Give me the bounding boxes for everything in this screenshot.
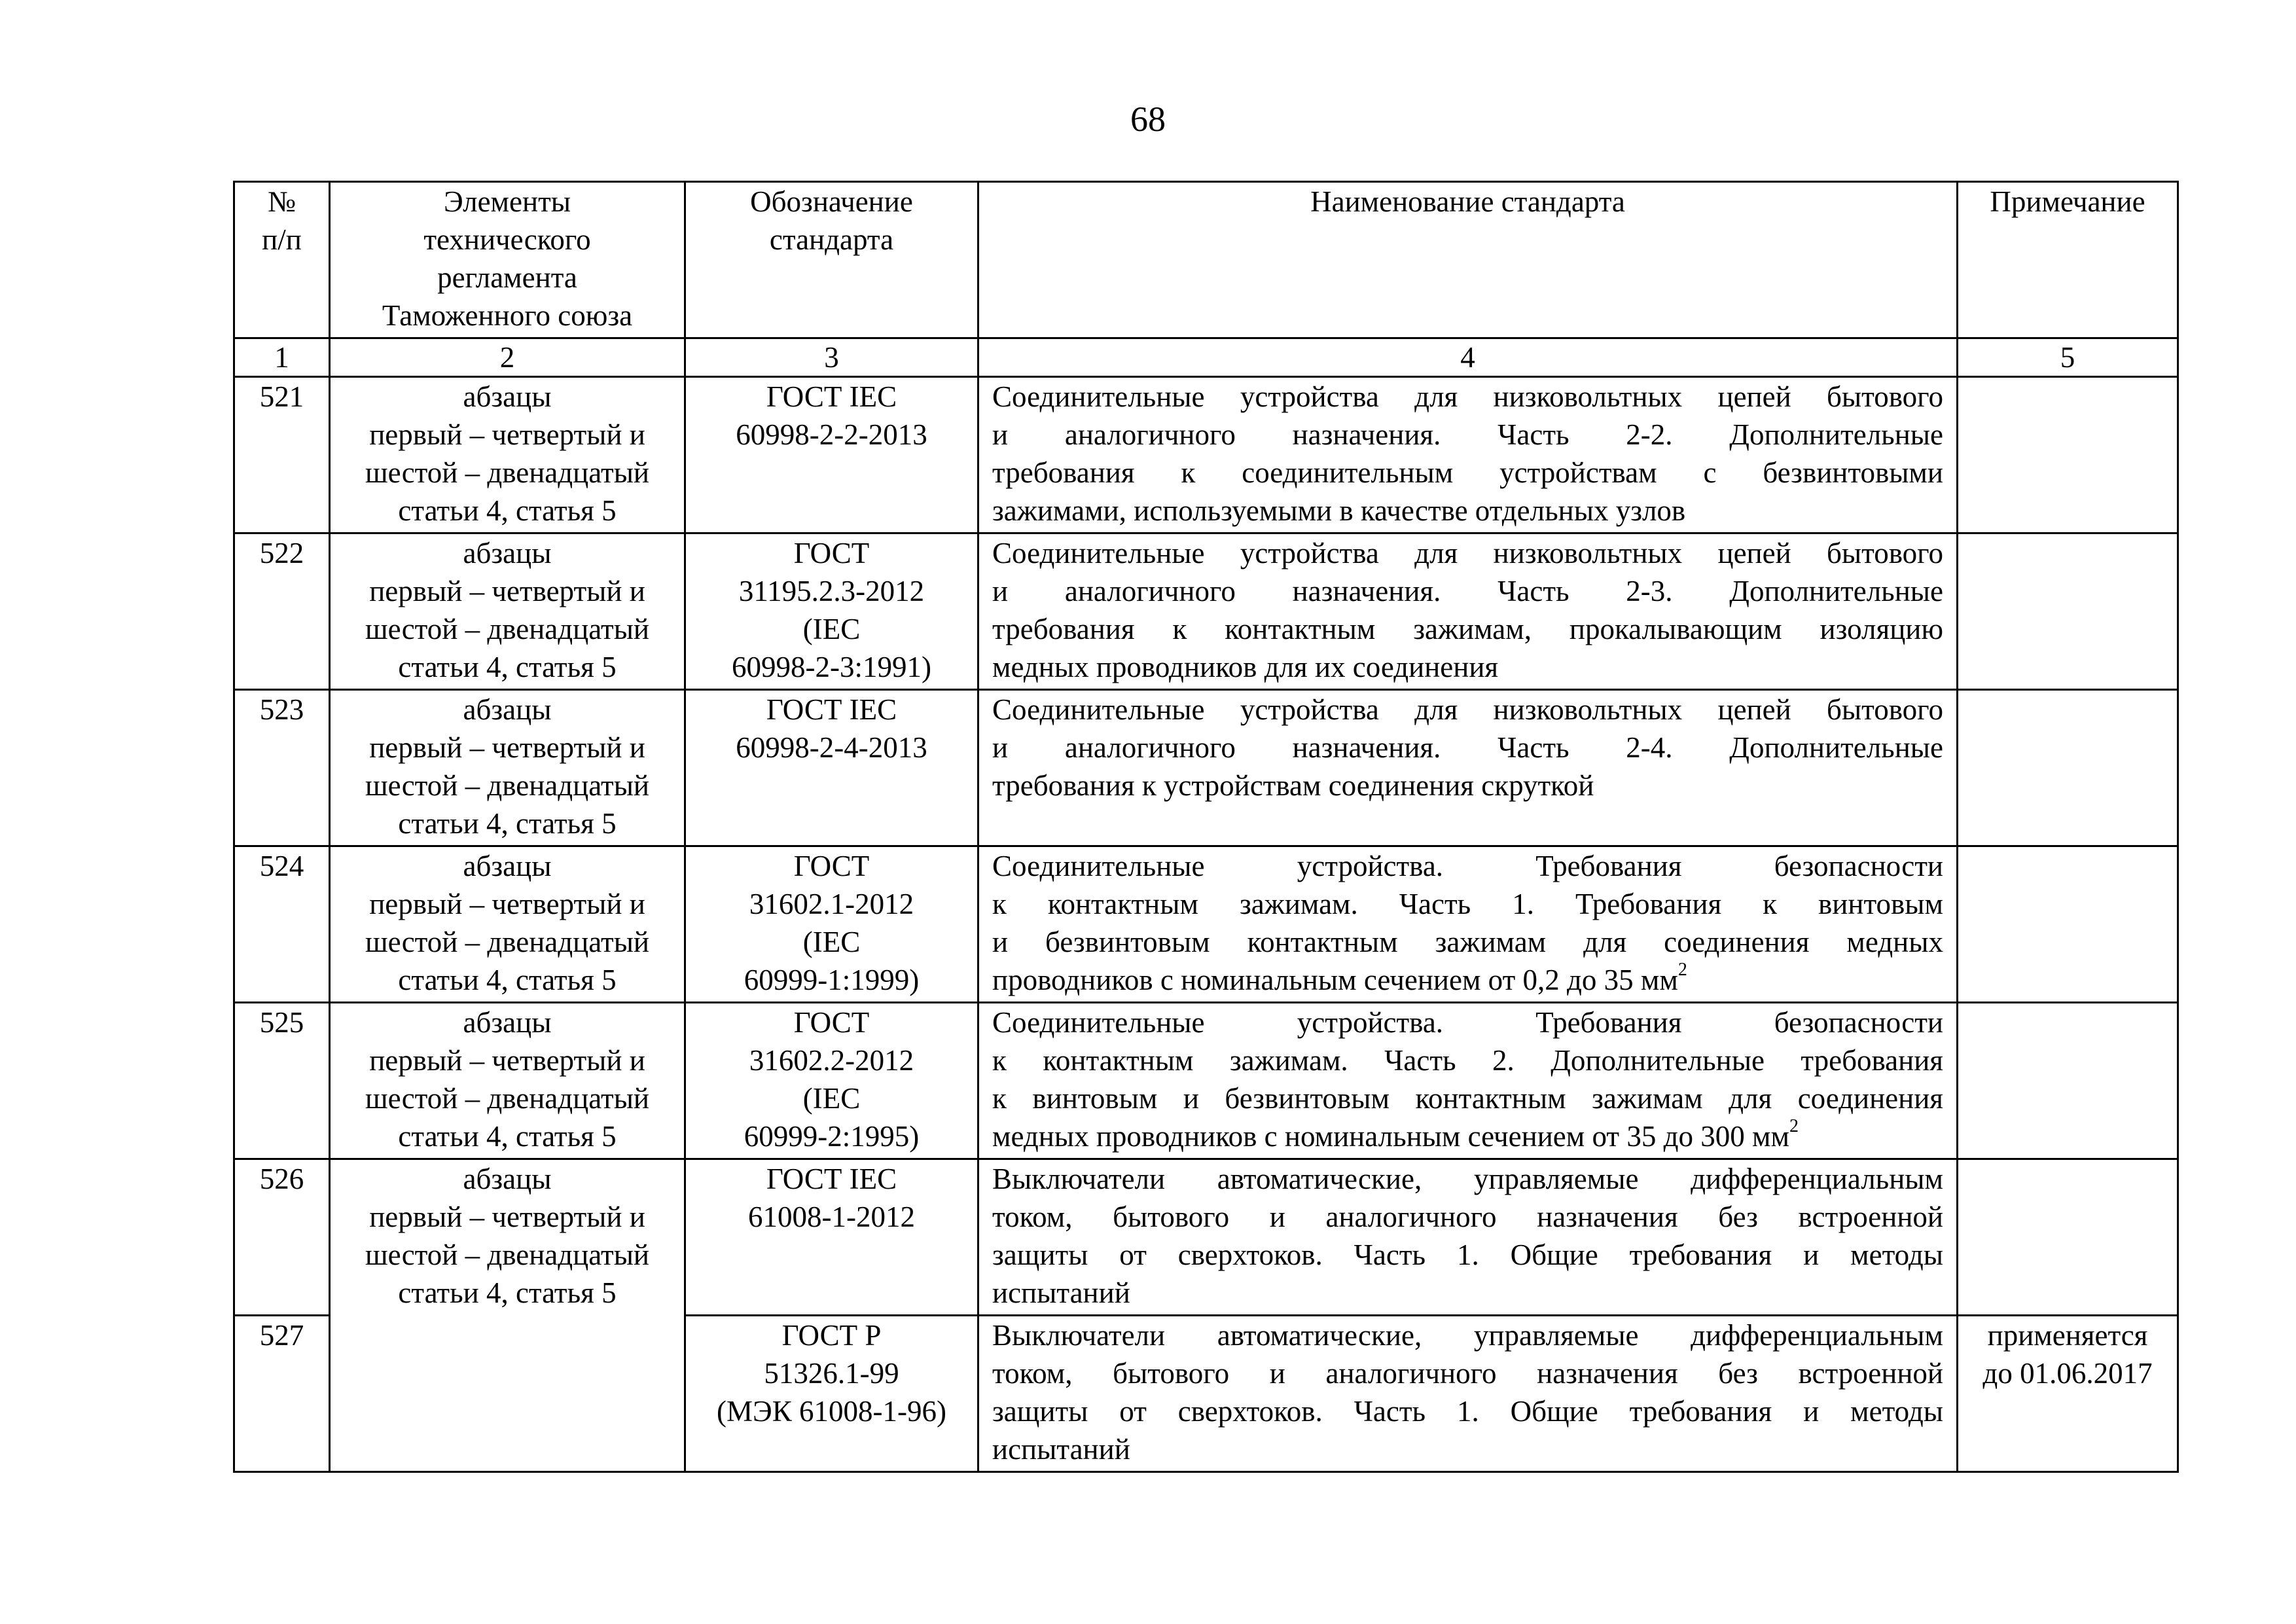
table-row [234, 690, 2178, 846]
standard-name-line [992, 961, 1943, 999]
standard-name-text: и безвинтовым контактным зажимам для соединения медных [992, 926, 1943, 958]
elements-line: статьи 4, статья 5 [398, 964, 617, 996]
standard-name-line [992, 492, 1943, 530]
standard-name-line [992, 534, 1943, 572]
standard-name-line [992, 610, 1943, 648]
elements-line: первый – четвертый и [369, 575, 645, 607]
row-standard-name [978, 690, 1958, 846]
elements-line: статьи 4, статья 5 [398, 494, 617, 527]
elements-line: шестой – двенадцатый [365, 456, 650, 489]
row-elements [330, 690, 685, 846]
elements-line: шестой – двенадцатый [365, 613, 650, 645]
standard-name-line [992, 1198, 1943, 1236]
elements-line: шестой – двенадцатый [365, 769, 650, 802]
page-number: 68 [1130, 99, 1166, 139]
elements-line: статьи 4, статья 5 [398, 651, 617, 683]
elements-line: первый – четвертый и [369, 731, 645, 764]
row-designation [685, 1003, 978, 1159]
standard-name-text: защиты от сверхтоков. Часть 1. Общие требования и методы [992, 1238, 1943, 1271]
row-elements [330, 1159, 685, 1472]
header-designation: Обозначение стандарта [685, 182, 978, 338]
designation-line: 60998-2-4-2013 [736, 731, 927, 764]
row-number: 526 [234, 1159, 330, 1316]
header-row [234, 182, 2178, 338]
standard-name-text: и аналогичного назначения. Часть 2-2. Дополнительные [992, 418, 1943, 451]
elements-line: шестой – двенадцатый [365, 1082, 650, 1115]
designation-line: ГОСТ Р [781, 1319, 882, 1352]
standard-name-text: проводников с номинальным сечением от 0,2 до 35 мм [992, 964, 1678, 996]
row-designation [685, 846, 978, 1003]
column-number: 3 [685, 338, 978, 377]
standard-name-text: к контактным зажимам. Часть 1. Требования к винтовым [992, 888, 1943, 920]
standard-name-line [992, 1392, 1943, 1430]
row-number: 524 [234, 846, 330, 1003]
standard-name-text: к винтовым и безвинтовым контактным зажимам для соединения [992, 1082, 1943, 1115]
designation-line: ГОСТ [793, 1006, 870, 1039]
standard-name-text: Соединительные устройства. Требования безопасности [992, 850, 1943, 882]
standard-name-text: требования к контактным зажимам, прокалывающим изоляцию [992, 613, 1943, 645]
row-note [1958, 377, 2178, 533]
standard-name-text: требования к соединительным устройствам с безвинтовыми [992, 456, 1943, 489]
designation-line: 31602.2-2012 [749, 1044, 914, 1077]
standard-name-text: испытаний [992, 1433, 1130, 1466]
elements-line: первый – четвертый и [369, 888, 645, 920]
standard-name-line [992, 572, 1943, 610]
designation-line: 31602.1-2012 [749, 888, 914, 920]
standard-name-line [992, 454, 1943, 492]
row-standard-name [978, 846, 1958, 1003]
row-designation [685, 1159, 978, 1316]
row-number: 522 [234, 533, 330, 690]
standard-name-line [992, 416, 1943, 454]
row-note [1958, 533, 2178, 690]
row-note [1958, 1003, 2178, 1159]
designation-line: ГОСТ [793, 537, 870, 569]
column-number: 2 [330, 338, 685, 377]
column-number: 1 [234, 338, 330, 377]
row-standard-name [978, 1003, 1958, 1159]
header-note: Примечание [1958, 182, 2178, 338]
designation-line: (МЭК 61008-1-96) [717, 1395, 946, 1428]
elements-line: абзацы [463, 850, 552, 882]
designation-line: (IEC [802, 926, 861, 958]
row-note [1958, 846, 2178, 1003]
standard-name-line [992, 1430, 1943, 1468]
designation-line: (IEC [802, 613, 861, 645]
standard-name-text: Выключатели автоматические, управляемые дифференциальным [992, 1163, 1943, 1195]
elements-line: шестой – двенадцатый [365, 926, 650, 958]
elements-line: первый – четвертый и [369, 418, 645, 451]
row-elements [330, 533, 685, 690]
elements-line: шестой – двенадцатый [365, 1238, 650, 1271]
standard-name-text: и аналогичного назначения. Часть 2-4. Дополнительные [992, 731, 1943, 764]
standard-name-text: зажимами, используемыми в качестве отдельных узлов [992, 494, 1686, 527]
elements-line: первый – четвертый и [369, 1044, 645, 1077]
elements-line: статьи 4, статья 5 [398, 1120, 617, 1153]
designation-line: 61008-1-2012 [748, 1200, 915, 1233]
note-line: до 01.06.2017 [1982, 1357, 2153, 1390]
standard-name-text: Выключатели автоматические, управляемые дифференциальным [992, 1319, 1943, 1352]
designation-line: 60998-2-3:1991) [732, 651, 931, 683]
superscript: 2 [1789, 1116, 1799, 1136]
standard-name-line [992, 691, 1943, 729]
standard-name-line [992, 1236, 1943, 1274]
row-standard-name [978, 533, 1958, 690]
column-number: 4 [978, 338, 1958, 377]
row-number: 525 [234, 1003, 330, 1159]
standard-name-text: током, бытового и аналогичного назначения без встроенной [992, 1200, 1943, 1233]
standard-name-line [992, 1316, 1943, 1354]
designation-line: 60998-2-2-2013 [736, 418, 927, 451]
elements-line: первый – четвертый и [369, 1200, 645, 1233]
row-elements [330, 1003, 685, 1159]
table-row [234, 533, 2178, 690]
standard-name-line [992, 1160, 1943, 1198]
row-elements [330, 846, 685, 1003]
note-line: применяется [1987, 1319, 2148, 1352]
row-standard-name [978, 377, 1958, 533]
designation-line: 60999-2:1995) [744, 1120, 920, 1153]
row-number: 527 [234, 1316, 330, 1472]
table-row [234, 846, 2178, 1003]
header-elements: Элементы технического регламента Таможенного союза [330, 182, 685, 338]
elements-line: абзацы [463, 380, 552, 413]
standard-name-line [992, 378, 1943, 416]
standard-name-text: к контактным зажимам. Часть 2. Дополнительные требования [992, 1044, 1943, 1077]
standard-name-line [992, 1003, 1943, 1041]
elements-line: статьи 4, статья 5 [398, 807, 617, 840]
standard-name-line [992, 1274, 1943, 1312]
row-standard-name [978, 1159, 1958, 1316]
designation-line: 51326.1-99 [764, 1357, 899, 1390]
row-designation [685, 690, 978, 846]
table-row [234, 1003, 2178, 1159]
standard-name-text: и аналогичного назначения. Часть 2-3. Дополнительные [992, 575, 1943, 607]
standard-name-text: Соединительные устройства для низковольтных цепей бытового [992, 693, 1943, 726]
row-designation [685, 1316, 978, 1472]
designation-line: ГОСТ IEC [766, 380, 897, 413]
standard-name-text: требования к устройствам соединения скруткой [992, 769, 1594, 802]
standard-name-text: испытаний [992, 1276, 1130, 1309]
header-number: № п/п [234, 182, 330, 338]
elements-line: абзацы [463, 537, 552, 569]
row-designation [685, 533, 978, 690]
standard-name-line [992, 923, 1943, 961]
table-row [234, 377, 2178, 533]
designation-line: ГОСТ [793, 850, 870, 882]
row-note [1958, 1159, 2178, 1316]
standard-name-line [992, 847, 1943, 885]
header-standard-name: Наименование стандарта [978, 182, 1958, 338]
standard-name-line [992, 729, 1943, 767]
superscript: 2 [1677, 960, 1687, 980]
table-row [234, 1159, 2178, 1316]
standard-name-text: медных проводников для их соединения [992, 651, 1499, 683]
standard-name-text: защиты от сверхтоков. Часть 1. Общие требования и методы [992, 1395, 1943, 1428]
row-number: 523 [234, 690, 330, 846]
standard-name-text: медных проводников с номинальным сечением от 35 до 300 мм [992, 1120, 1789, 1153]
designation-line: (IEC [802, 1082, 861, 1115]
designation-line: ГОСТ IEC [766, 693, 897, 726]
row-number: 521 [234, 377, 330, 533]
row-note [1958, 1316, 2178, 1472]
standard-name-line [992, 1354, 1943, 1392]
column-number-row [234, 338, 2178, 377]
standards-table [233, 181, 2179, 1473]
elements-line: абзацы [463, 1006, 552, 1039]
elements-line: абзацы [463, 693, 552, 726]
standard-name-line [992, 1079, 1943, 1117]
column-number: 5 [1958, 338, 2178, 377]
elements-line: абзацы [463, 1163, 552, 1195]
standard-name-line [992, 1117, 1943, 1155]
standard-name-line [992, 767, 1943, 804]
standard-name-line [992, 1041, 1943, 1079]
standard-name-text: Соединительные устройства для низковольтных цепей бытового [992, 537, 1943, 569]
standard-name-line [992, 648, 1943, 686]
row-designation [685, 377, 978, 533]
row-note [1958, 690, 2178, 846]
standard-name-line [992, 885, 1943, 923]
standard-name-text: Соединительные устройства для низковольтных цепей бытового [992, 380, 1943, 413]
standard-name-text: Соединительные устройства. Требования безопасности [992, 1006, 1943, 1039]
designation-line: ГОСТ IEC [766, 1163, 897, 1195]
designation-line: 31195.2.3-2012 [738, 575, 925, 607]
row-standard-name [978, 1316, 1958, 1472]
elements-line: статьи 4, статья 5 [398, 1276, 617, 1309]
row-elements [330, 377, 685, 533]
designation-line: 60999-1:1999) [744, 964, 920, 996]
standard-name-text: током, бытового и аналогичного назначения без встроенной [992, 1357, 1943, 1390]
